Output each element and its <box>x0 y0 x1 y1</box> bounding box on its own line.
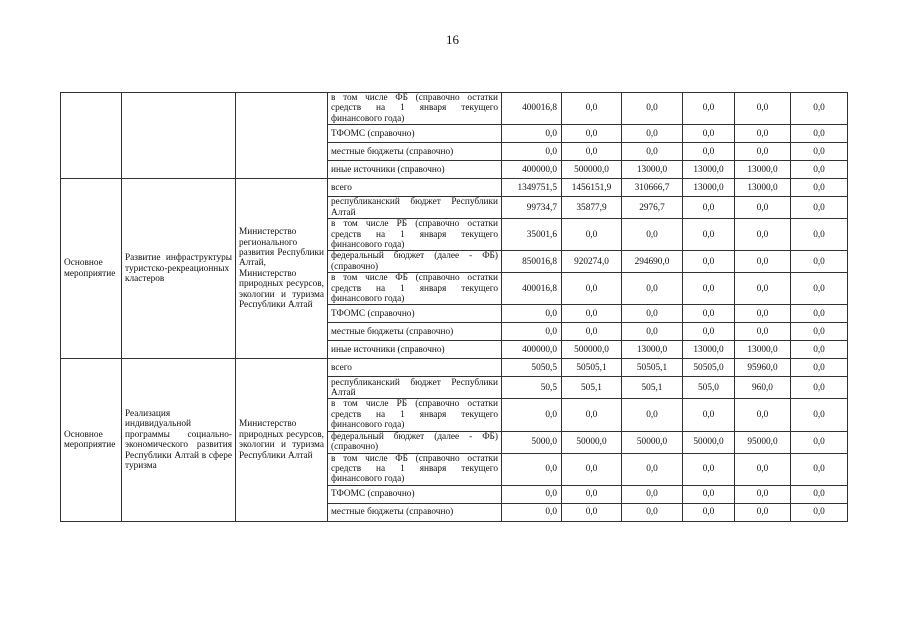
value-cell: 0,0 <box>562 125 622 143</box>
funding-source-cell: иные источники (справочно) <box>328 161 502 179</box>
funding-source-cell: всего <box>328 179 502 197</box>
value-cell: 500000,0 <box>562 341 622 359</box>
value-cell: 50000,0 <box>562 431 622 453</box>
value-cell: 1456151,9 <box>562 179 622 197</box>
page-number: 16 <box>446 32 459 47</box>
value-cell: 0,0 <box>562 219 622 251</box>
event-name-cell: Развитие инфраструктуры туристско-рекреационных кластеров <box>122 179 236 359</box>
value-cell: 13000,0 <box>683 341 735 359</box>
value-cell: 310666,7 <box>622 179 683 197</box>
table-row <box>61 359 848 377</box>
value-cell: 505,1 <box>562 377 622 399</box>
value-cell: 0,0 <box>791 503 848 521</box>
executor-cell: Министерство природных ресурсов, экологии и туризма Республики Алтай <box>236 359 328 521</box>
value-cell: 400016,8 <box>502 273 562 305</box>
table-row <box>61 93 848 125</box>
funding-source-cell: ТФОМС (справочно) <box>328 125 502 143</box>
event-name-cell <box>122 93 236 179</box>
funding-source-cell: в том числе ФБ (справочно остатки средств на 1 января текущего финансового года) <box>328 93 502 125</box>
value-cell: 0,0 <box>735 125 791 143</box>
value-cell: 13000,0 <box>683 161 735 179</box>
funding-source-cell: иные источники (справочно) <box>328 341 502 359</box>
value-cell: 0,0 <box>562 93 622 125</box>
funding-source-cell: всего <box>328 359 502 377</box>
value-cell: 0,0 <box>622 453 683 485</box>
value-cell: 0,0 <box>562 503 622 521</box>
value-cell: 0,0 <box>791 143 848 161</box>
value-cell: 0,0 <box>683 273 735 305</box>
value-cell: 0,0 <box>791 399 848 431</box>
funding-source-cell: местные бюджеты (справочно) <box>328 503 502 521</box>
value-cell: 13000,0 <box>735 179 791 197</box>
value-cell: 0,0 <box>502 453 562 485</box>
value-cell: 0,0 <box>502 143 562 161</box>
value-cell: 0,0 <box>683 93 735 125</box>
value-cell: 505,1 <box>622 377 683 399</box>
funding-source-cell: в том числе РБ (справочно остатки средств на 1 января текущего финансового года) <box>328 399 502 431</box>
event-type-cell <box>61 93 122 179</box>
value-cell: 960,0 <box>735 377 791 399</box>
value-cell: 0,0 <box>562 273 622 305</box>
value-cell: 0,0 <box>735 323 791 341</box>
value-cell: 50505,0 <box>683 359 735 377</box>
value-cell: 0,0 <box>622 93 683 125</box>
value-cell: 1349751,5 <box>502 179 562 197</box>
funding-source-cell: в том числе РБ (справочно остатки средств на 1 января текущего финансового года) <box>328 219 502 251</box>
table-row <box>61 179 848 197</box>
value-cell: 500000,0 <box>562 161 622 179</box>
value-cell: 0,0 <box>791 359 848 377</box>
executor-cell <box>236 93 328 179</box>
value-cell: 0,0 <box>791 197 848 219</box>
value-cell: 0,0 <box>562 323 622 341</box>
value-cell: 0,0 <box>683 399 735 431</box>
funding-source-cell: ТФОМС (справочно) <box>328 485 502 503</box>
value-cell: 13000,0 <box>735 341 791 359</box>
value-cell: 0,0 <box>562 305 622 323</box>
funding-source-cell: местные бюджеты (справочно) <box>328 143 502 161</box>
value-cell: 0,0 <box>622 323 683 341</box>
budget-table <box>60 92 848 522</box>
value-cell: 0,0 <box>622 485 683 503</box>
value-cell: 0,0 <box>683 197 735 219</box>
value-cell: 50505,1 <box>562 359 622 377</box>
value-cell: 0,0 <box>791 431 848 453</box>
value-cell: 95000,0 <box>735 431 791 453</box>
funding-source-cell: в том числе ФБ (справочно остатки средств на 1 января текущего финансового года) <box>328 273 502 305</box>
value-cell: 0,0 <box>622 143 683 161</box>
value-cell: 850016,8 <box>502 251 562 273</box>
value-cell: 5000,0 <box>502 431 562 453</box>
funding-source-cell: республиканский бюджет Республики Алтай <box>328 377 502 399</box>
event-type-cell: Основное мероприятие <box>61 359 122 521</box>
value-cell: 0,0 <box>791 219 848 251</box>
value-cell: 0,0 <box>502 503 562 521</box>
value-cell: 0,0 <box>502 305 562 323</box>
value-cell: 0,0 <box>735 485 791 503</box>
value-cell: 0,0 <box>791 377 848 399</box>
value-cell: 35877,9 <box>562 197 622 219</box>
value-cell: 0,0 <box>735 251 791 273</box>
value-cell: 0,0 <box>791 453 848 485</box>
value-cell: 0,0 <box>791 161 848 179</box>
executor-cell: Министерство регионального развития Республики Алтай, Министерство природных ресурсов, экологии и туризма Республики Алтай <box>236 179 328 359</box>
value-cell: 0,0 <box>735 399 791 431</box>
funding-source-cell: в том числе ФБ (справочно остатки средств на 1 января текущего финансового года) <box>328 453 502 485</box>
funding-source-cell: федеральный бюджет (далее - ФБ) (справочно) <box>328 431 502 453</box>
value-cell: 0,0 <box>683 125 735 143</box>
value-cell: 0,0 <box>622 219 683 251</box>
value-cell: 0,0 <box>735 219 791 251</box>
event-type-cell: Основное мероприятие <box>61 179 122 359</box>
value-cell: 0,0 <box>683 219 735 251</box>
value-cell: 0,0 <box>622 503 683 521</box>
value-cell: 95960,0 <box>735 359 791 377</box>
value-cell: 35001,6 <box>502 219 562 251</box>
value-cell: 0,0 <box>562 399 622 431</box>
event-name-cell: Реализация индивидуальной программы социально-экономического развития Республики Алтай в сфере туризма <box>122 359 236 521</box>
value-cell: 0,0 <box>735 197 791 219</box>
value-cell: 0,0 <box>791 273 848 305</box>
value-cell: 0,0 <box>735 93 791 125</box>
value-cell: 50000,0 <box>622 431 683 453</box>
value-cell: 0,0 <box>791 323 848 341</box>
value-cell: 0,0 <box>683 305 735 323</box>
value-cell: 0,0 <box>791 305 848 323</box>
value-cell: 0,0 <box>502 399 562 431</box>
value-cell: 50,5 <box>502 377 562 399</box>
value-cell: 50505,1 <box>622 359 683 377</box>
value-cell: 13000,0 <box>622 341 683 359</box>
value-cell: 0,0 <box>735 453 791 485</box>
value-cell: 0,0 <box>791 485 848 503</box>
value-cell: 0,0 <box>622 273 683 305</box>
value-cell: 400000,0 <box>502 161 562 179</box>
value-cell: 0,0 <box>562 143 622 161</box>
value-cell: 13000,0 <box>622 161 683 179</box>
value-cell: 0,0 <box>683 453 735 485</box>
value-cell: 0,0 <box>502 485 562 503</box>
value-cell: 0,0 <box>683 485 735 503</box>
value-cell: 5050,5 <box>502 359 562 377</box>
value-cell: 0,0 <box>683 143 735 161</box>
value-cell: 0,0 <box>791 251 848 273</box>
value-cell: 400000,0 <box>502 341 562 359</box>
value-cell: 99734,7 <box>502 197 562 219</box>
value-cell: 0,0 <box>683 323 735 341</box>
funding-source-cell: федеральный бюджет (далее - ФБ) (справочно) <box>328 251 502 273</box>
value-cell: 2976,7 <box>622 197 683 219</box>
value-cell: 0,0 <box>562 453 622 485</box>
value-cell: 505,0 <box>683 377 735 399</box>
value-cell: 13000,0 <box>683 179 735 197</box>
value-cell: 0,0 <box>791 93 848 125</box>
value-cell: 0,0 <box>735 305 791 323</box>
value-cell: 0,0 <box>622 125 683 143</box>
value-cell: 0,0 <box>622 399 683 431</box>
value-cell: 13000,0 <box>735 161 791 179</box>
value-cell: 400016,8 <box>502 93 562 125</box>
value-cell: 50000,0 <box>683 431 735 453</box>
value-cell: 0,0 <box>791 341 848 359</box>
value-cell: 0,0 <box>735 503 791 521</box>
value-cell: 0,0 <box>791 125 848 143</box>
value-cell: 0,0 <box>562 485 622 503</box>
value-cell: 920274,0 <box>562 251 622 273</box>
value-cell: 294690,0 <box>622 251 683 273</box>
value-cell: 0,0 <box>622 305 683 323</box>
funding-source-cell: ТФОМС (справочно) <box>328 305 502 323</box>
funding-source-cell: местные бюджеты (справочно) <box>328 323 502 341</box>
value-cell: 0,0 <box>683 251 735 273</box>
value-cell: 0,0 <box>735 143 791 161</box>
value-cell: 0,0 <box>683 503 735 521</box>
value-cell: 0,0 <box>735 273 791 305</box>
value-cell: 0,0 <box>502 125 562 143</box>
value-cell: 0,0 <box>791 179 848 197</box>
value-cell: 0,0 <box>502 323 562 341</box>
funding-source-cell: республиканский бюджет Республики Алтай <box>328 197 502 219</box>
